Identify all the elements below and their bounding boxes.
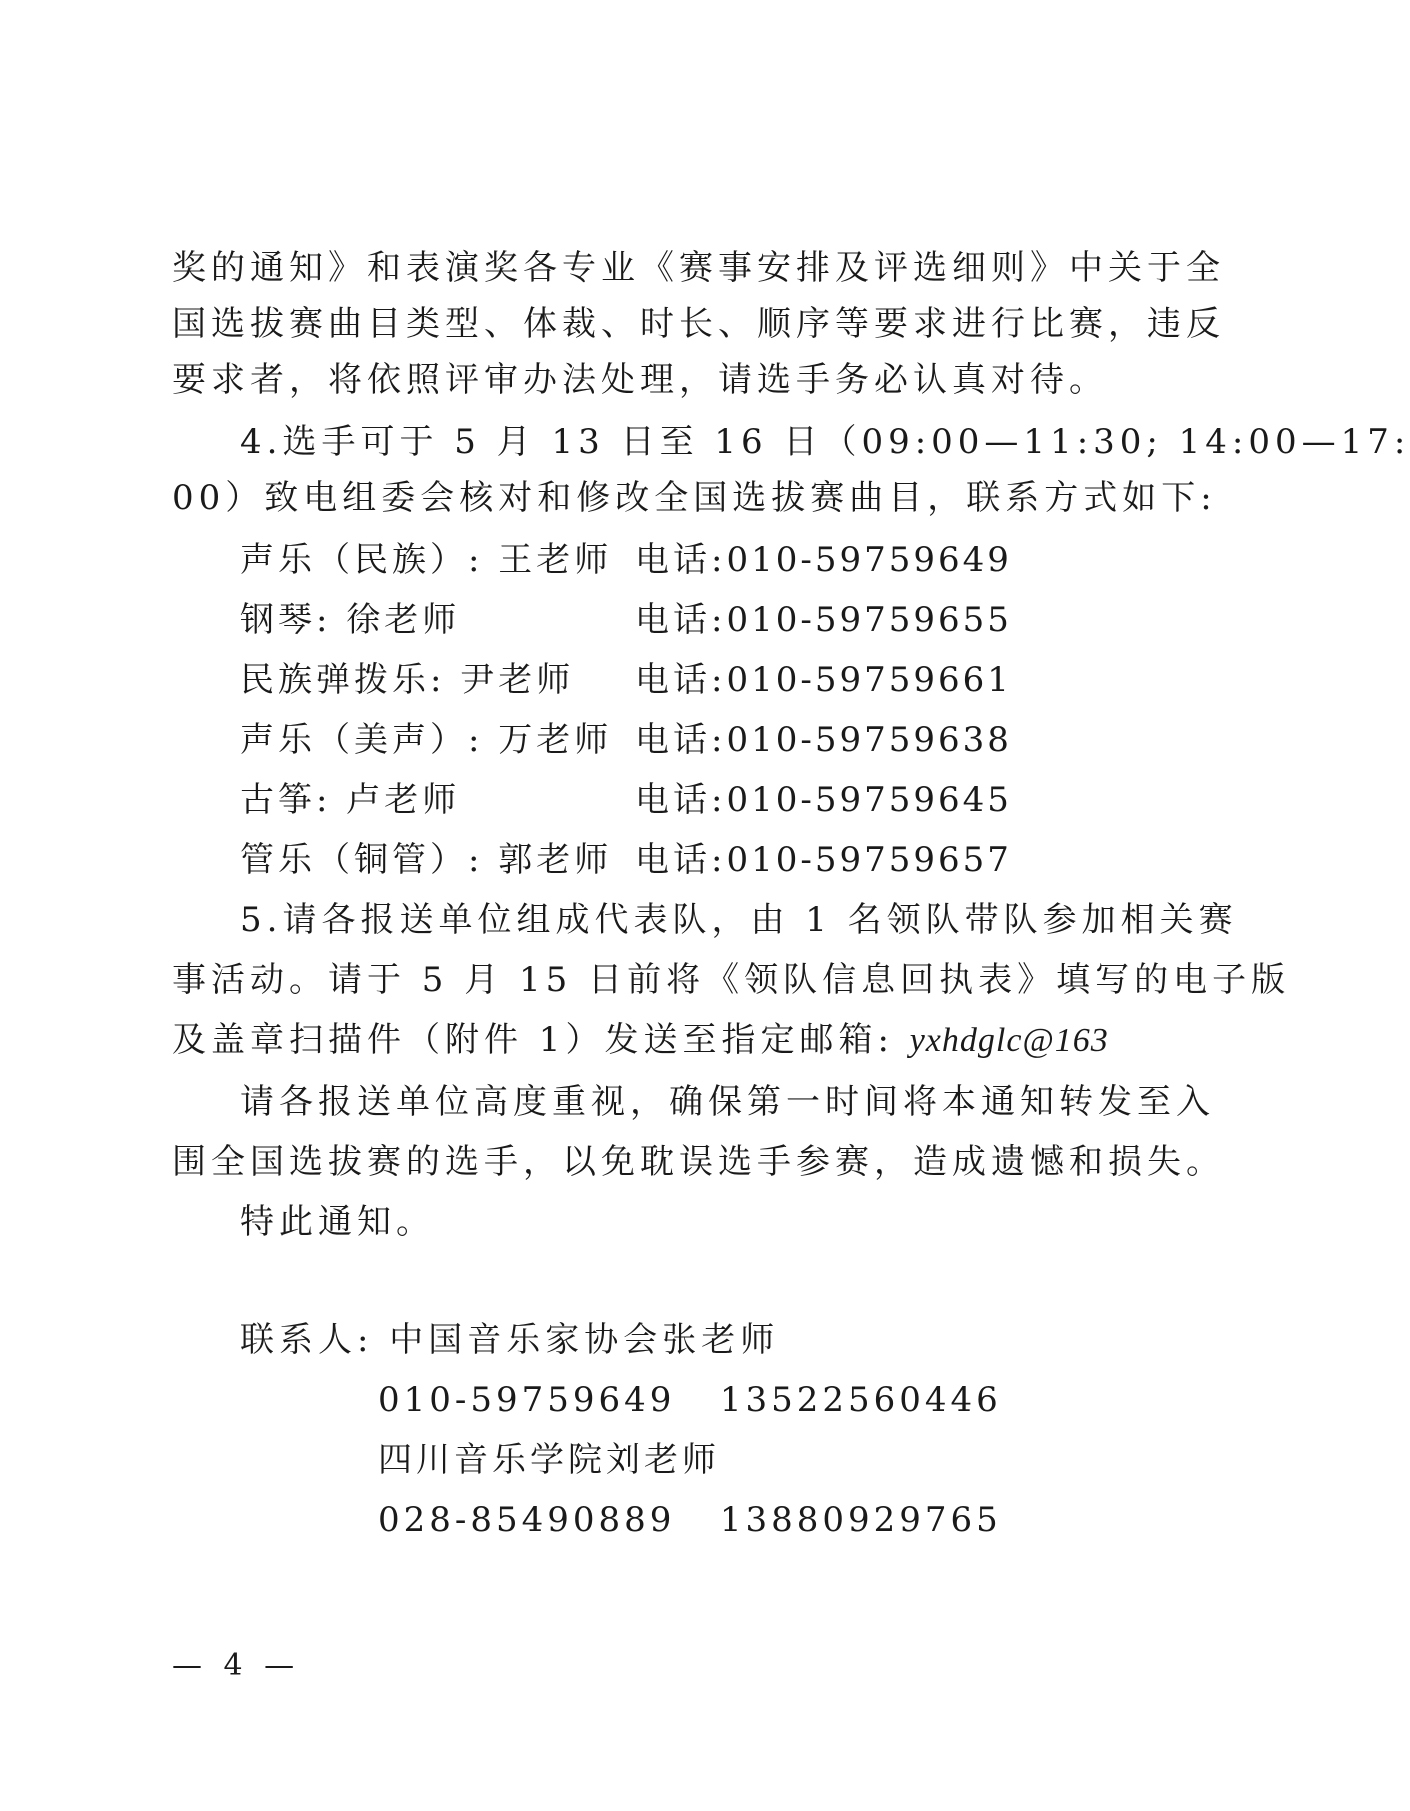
- contact-dept: 古筝: 卢老师: [240, 780, 461, 820]
- contact-phone: 010-59759657: [726, 840, 1012, 880]
- liaison-phone: 010-59759649 13522560446: [378, 1380, 1002, 1420]
- item-5-line: 5.请各报送单位组成代表队，由 1 名领队带队参加相关赛: [240, 900, 1238, 940]
- item-4-line: 4.选手可于 5 月 13 日至 16 日（09:00—11:30; 14:00—17:: [240, 422, 1410, 462]
- closing-line: 请各报送单位高度重视，确保第一时间将本通知转发至入: [240, 1082, 1215, 1122]
- notice-line: 特此通知。: [240, 1202, 435, 1242]
- closing-line: 围全国选拔赛的选手，以免耽误选手参赛，造成遗憾和损失。: [172, 1142, 1225, 1182]
- contact-dept: 民族弹拨乐: 尹老师: [240, 660, 575, 700]
- contact-dept: 声乐（民族）: 王老师: [240, 540, 613, 580]
- item-5-line: [172, 1018, 1109, 1063]
- body-text-line: 要求者，将依照评审办法处理，请选手务必认真对待。: [172, 360, 1108, 400]
- contact-row: [240, 718, 1012, 762]
- contact-phone: 010-59759638: [726, 720, 1012, 760]
- contact-row: [240, 778, 1012, 822]
- tel-label: 电话:: [635, 540, 727, 580]
- contact-phone: 010-59759649: [726, 540, 1012, 580]
- tel-label: 电话:: [635, 660, 727, 700]
- contact-phone: 010-59759645: [726, 780, 1012, 820]
- body-text-line: 国选拔赛曲目类型、体裁、时长、顺序等要求进行比赛，违反: [172, 304, 1225, 344]
- contact-dept: 管乐（铜管）: 郭老师: [240, 840, 613, 880]
- contact-row: [240, 598, 1012, 642]
- liaison-name: 四川音乐学院刘老师: [378, 1440, 720, 1480]
- contact-dept: 钢琴: 徐老师: [240, 600, 461, 640]
- item-5-text: 及盖章扫描件（附件 1）发送至指定邮箱:: [172, 1020, 910, 1060]
- contact-row: [240, 658, 1012, 702]
- contact-row: [240, 838, 1012, 882]
- liaison-label: 联系人: 中国音乐家协会张老师: [240, 1320, 780, 1360]
- body-text-line: 奖的通知》和表演奖各专业《赛事安排及评选细则》中关于全: [172, 248, 1225, 288]
- email-address: yxhdglc@163: [909, 1022, 1109, 1059]
- contact-phone: 010-59759661: [726, 660, 1012, 700]
- contact-row: [240, 538, 1012, 582]
- contact-phone: 010-59759655: [726, 600, 1012, 640]
- item-4-line: 00）致电组委会核对和修改全国选拔赛曲目，联系方式如下:: [172, 478, 1217, 518]
- tel-label: 电话:: [635, 840, 727, 880]
- liaison-phone: 028-85490889 13880929765: [378, 1500, 1002, 1540]
- page-number: — 4 —: [172, 1648, 301, 1683]
- tel-label: 电话:: [635, 780, 727, 820]
- contact-dept: 声乐（美声）: 万老师: [240, 720, 613, 760]
- tel-label: 电话:: [635, 720, 727, 760]
- tel-label: 电话:: [635, 600, 727, 640]
- item-5-line: 事活动。请于 5 月 15 日前将《领队信息回执表》填写的电子版: [172, 960, 1291, 1000]
